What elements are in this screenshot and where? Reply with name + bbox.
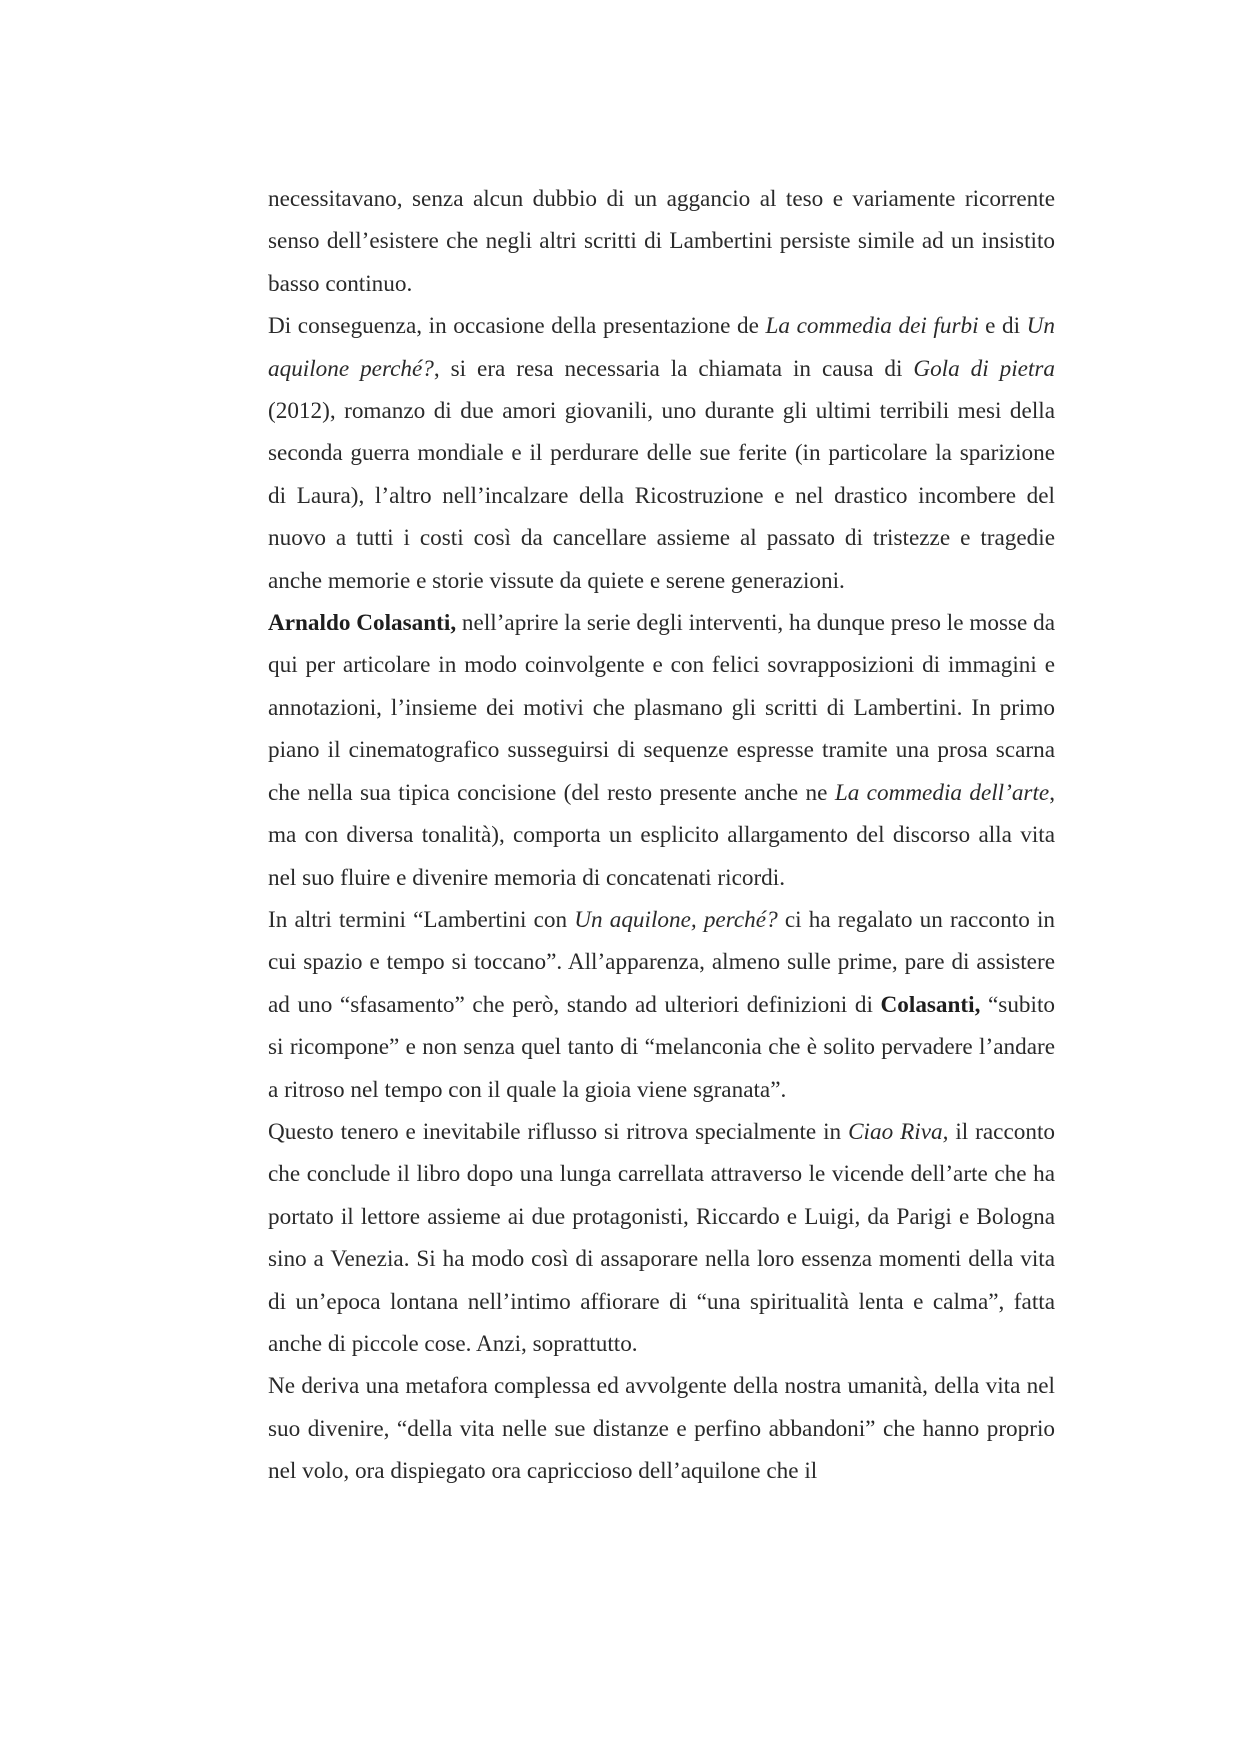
paragraph-3 (268, 602, 1055, 899)
paragraph-2-text: (2012), romanzo di due amori giovanili, uno durante gli ultimi terribili mesi della seconda guerra mondiale e il perdurare delle sue ferite (in particolare la sparizione di Laura), l’altro nell’incalzare della Ricostruzione e nel drastico incombere del nuovo a tutti i costi così da cancellare assieme al passato di tristezze e tragedie anche memorie e storie vissute da quiete e serene generazioni. (268, 398, 1055, 594)
document-page (268, 178, 1055, 1493)
paragraph-3-text: nell’aprire la serie degli interventi, ha dunque preso le mosse da qui per articolare in modo coinvolgente e con felici sovrapposizioni di immagini e annotazioni, l’insieme dei motivi che plasmano gli scritti di Lambertini. In primo piano il cinematografico susseguirsi di sequenze espresse tramite una prosa scarna che nella sua tipica concisione (del resto presente anche ne (268, 610, 1055, 806)
paragraph-2-text: Di conseguenza, in occasione della presentazione de (268, 313, 766, 340)
paragraph-2 (268, 305, 1055, 602)
paragraph-4-text: “subito si ricompone” e non senza quel tanto di “melanconia che è solito pervadere l’andare a ritroso nel tempo con il quale la gioia viene sgranata”. (268, 991, 1055, 1103)
paragraph-5-text: il racconto che conclude il libro dopo una lunga carrellata attraverso le vicende dell’arte che ha portato il lettore assieme ai due protagonisti, Riccardo e Luigi, da Parigi e Bologna sino a Venezia. Si ha modo così di assaporare nella loro essenza momenti della vita di un’epoca lontana nell’intimo affiorare di “una spiritualità lenta e calma”, fatta anche di piccole cose. Anzi, soprattutto. (268, 1118, 1055, 1357)
title-gola-di-pietra: Gola di pietra (913, 355, 1056, 382)
title-un-aquilone-perche: Un aquilone perché? (268, 313, 1056, 382)
name-arnaldo-colasanti: Arnaldo Colasanti, (268, 610, 457, 637)
paragraph-5 (268, 1111, 1055, 1365)
paragraph-4 (268, 899, 1055, 1111)
paragraph-1-text: necessitavano, senza alcun dubbio di un aggancio al teso e variamente ricorrente senso dell’esistere che negli altri scritti di Lambertini persiste simile ad un insistito basso continuo. (268, 186, 1055, 297)
paragraph-2-text: , si era resa necessaria la chiamata in causa di (433, 355, 914, 382)
paragraph-3-text: , ma con diversa tonalità), comporta un esplicito allargamento del discorso alla vita nel suo fluire e divenire memoria di concatenati ricordi. (268, 779, 1055, 891)
paragraph-4-text: In altri termini “Lambertini con (268, 906, 575, 933)
title-la-commedia-dell-arte: La commedia dell’arte (834, 779, 1050, 806)
title-un-aquilone-perche: Un aquilone, perché? (574, 906, 778, 933)
title-ciao-riva: Ciao Riva, (848, 1118, 949, 1145)
paragraph-5-text: Questo tenero e inevitabile riflusso si ritrova specialmente in (268, 1118, 849, 1145)
paragraph-4-text: ci ha regalato un racconto in cui spazio e tempo si toccano”. All’apparenza, almeno sulle prime, pare di assistere ad uno “sfasamento” che però, stando ad ulteriori definizioni di (268, 906, 1055, 1018)
paragraph-6-text: Ne deriva una metafora complessa ed avvolgente della nostra umanità, della vita nel suo divenire, “della vita nelle sue distanze e perfino abbandoni” che hanno proprio nel volo, ora dispiegato ora capriccioso dell’aquilone che il (268, 1373, 1055, 1485)
paragraph-2-text: e di (978, 313, 1027, 340)
paragraph-6 (268, 1365, 1055, 1492)
name-colasanti: Colasanti, (880, 991, 981, 1018)
title-la-commedia-dei-furbi: La commedia dei furbi (765, 313, 979, 340)
paragraph-1 (268, 178, 1055, 305)
